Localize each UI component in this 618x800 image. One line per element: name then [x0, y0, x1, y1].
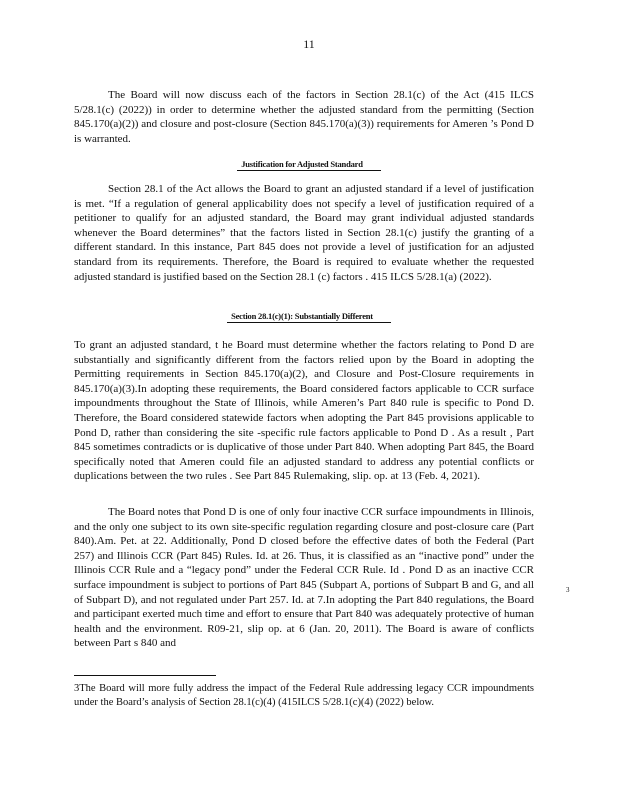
section-heading-justification	[0, 159, 618, 169]
justification-paragraph: Section 28.1 of the Act allows the Board to grant an adjusted standard if a level of justification is met. “If a regulation of general applicability does not specify a level of justification required of a petitioner to qualify for an adjusted standard, the Board may grant individual adjusted standards whenever the Board determines” that the factors listed in Section 28.1(c) justify the granting of a different standard. In this instance, Part 845 does not provide a level of justification for an adjusted standard from its requirements. Therefore, the Board is required to evaluate whether the requested adjusted standard is justified based on the Section 28.1 (c) factors . 415 ILCS 5/28.1(a) (2022).	[74, 183, 534, 283]
pond-d-paragraph: The Board notes that Pond D is one of only four inactive CCR surface impoundments in Illinois, and the only one subject to its own site-specific regulation regarding closure and post-closure care (Part 840).Am. Pet. at 22. Additionally, Pond D closed before the effective dates of both the Federal (Part 257) and Illinois CCR (Part 845) Rules. Id. at 26. Thus, it is classified as an “inactive pond” under the Illinois CCR Rule and a “legacy pond” under the Federal CCR Rule. Id . Pond D as an inactive CCR surface impoundment is subject to portions of Part 845 (Subpart A, portions of Subpart B and G, and all of Subpart D), and not regulated under Part 257. Id. at 7.In adopting the Part 840 regulations, the Board and participant exerted much time and effort to ensure that Part 840 was adequately protective of human health and the environment. R09-21, slip op. at 6 (Jan. 20, 2011). The Board is aware of conflicts between Part s 840 and	[74, 506, 534, 650]
footnote-divider	[74, 675, 216, 676]
page-number: 11	[303, 37, 315, 51]
footnote-3: 3The Board will more fully address the impact of the Federal Rule addressing legacy CCR impoundments under the Board’s analysis of Section 28.1(c)(4) (415ILCS 5/28.1(c)(4) (2022) below.	[74, 683, 534, 708]
section-heading-substantially-different	[0, 311, 618, 321]
substantially-different-paragraph: To grant an adjusted standard, t he Board must determine whether the factors relating to Pond D are substantially and significantly different from the factors relied upon by the Board in adopting the Permitting requirements in Section 845.170(a)(2), and Closure and Post-Closure requirements in 845.170(a)(3).In adopting these requirements, the Board considered factors applicable to CCR surface impoundments throughout the State of Illinois, while Ameren’s Part 840 rule is specific to Pond D. Therefore, the Board considered statewide factors when adopting the Part 845 provisions applicable to Pond D, rather than considering the site -specific rule factors applicable to Pond D . As a result , Part 845 sometimes contradicts or is duplicative of those under Part 840. When adopting Part 845, the Board specifically noted that Ameren could file an adjusted standard to address any potential conflicts or duplications between the two rules . See Part 845 Rulemaking, slip. op. at 13 (Feb. 4, 2021).	[74, 339, 534, 483]
footnote-margin-mark: 3	[566, 586, 570, 594]
heading-text: Section 28.1(c)(1): Substantially Different	[227, 311, 391, 323]
heading-text: Justification for Adjusted Standard	[237, 159, 381, 171]
intro-paragraph: The Board will now discuss each of the factors in Section 28.1(c) of the Act (415 ILCS 5/28.1(c) (2022)) in order to determine whether the adjusted standard from the permitting (Section 845.170(a)(2)) and closure and post-closure (Section 845.170(a)(3)) requirements for Ameren ’s Pond D is warranted.	[74, 89, 534, 145]
